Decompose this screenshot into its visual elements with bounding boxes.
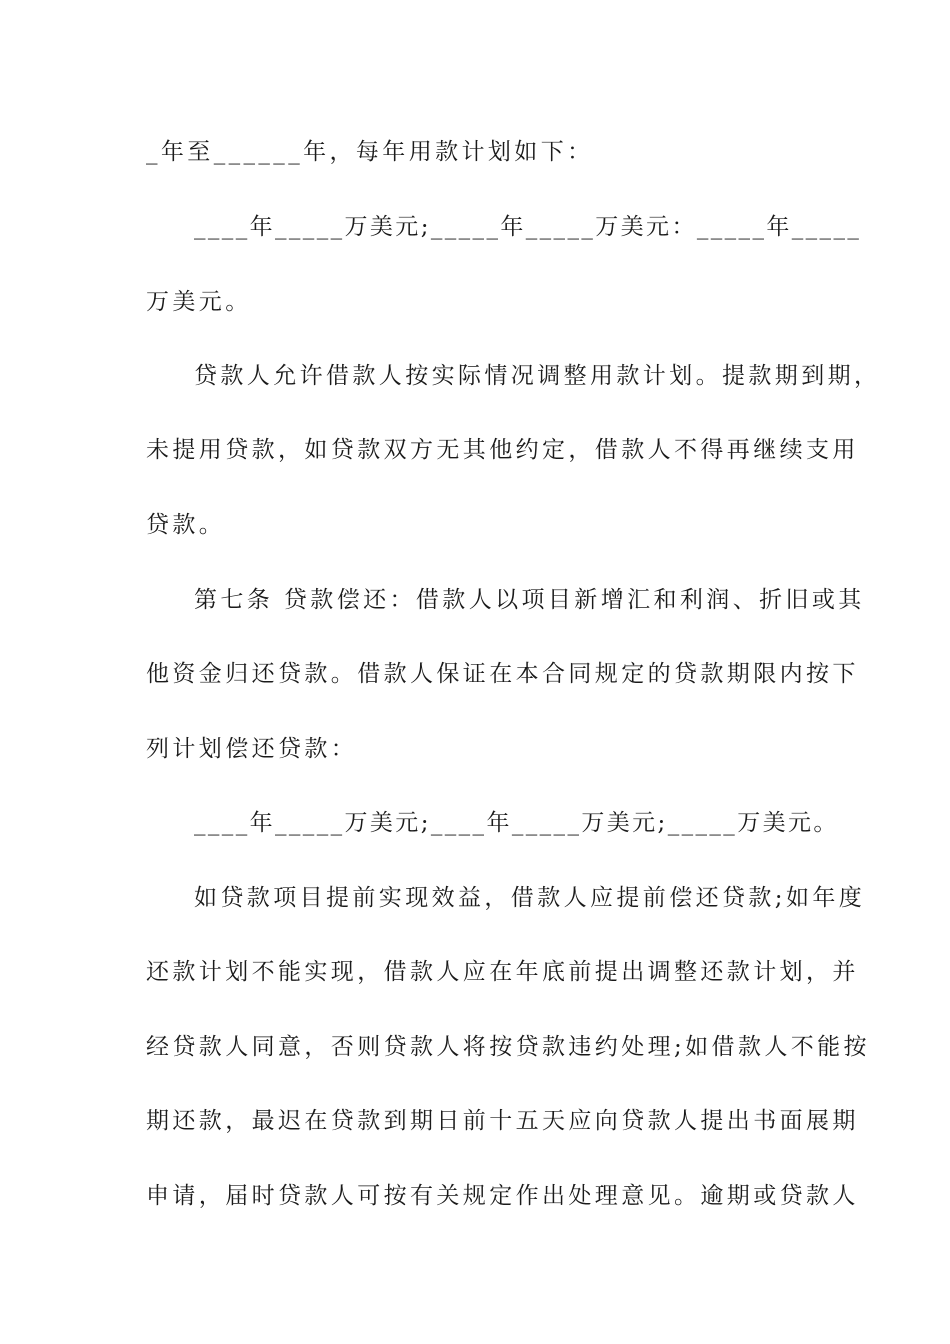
text-line-1: _年至______年，每年用款计划如下： xyxy=(146,139,594,165)
text-line-4: 贷款人允许借款人按实际情况调整用款计划。提款期到期， xyxy=(194,363,881,389)
text-line-7: 第七条 贷款偿还：借款人以项目新增汇和利润、折旧或其 xyxy=(194,587,865,613)
text-line-12: 还款计划不能实现，借款人应在年底前提出调整还款计划，并 xyxy=(146,959,859,985)
text-line-2: ____年_____万美元;_____年_____万美元：_____年_____ xyxy=(194,214,862,240)
text-line-5: 未提用贷款，如贷款双方无其他约定，借款人不得再继续支用 xyxy=(146,437,859,463)
text-line-9: 列计划偿还贷款： xyxy=(146,736,358,762)
text-line-6: 贷款。 xyxy=(146,512,226,538)
text-line-11: 如贷款项目提前实现效益，借款人应提前偿还贷款;如年度 xyxy=(194,885,866,911)
text-line-13: 经贷款人同意，否则贷款人将按贷款违约处理;如借款人不能按 xyxy=(146,1034,870,1060)
text-line-8: 他资金归还贷款。借款人保证在本合同规定的贷款期限内按下 xyxy=(146,661,859,687)
text-line-3: 万美元。 xyxy=(146,289,252,315)
text-line-15: 申请，届时贷款人可按有关规定作出处理意见。逾期或贷款人 xyxy=(146,1183,859,1209)
text-line-14: 期还款，最迟在贷款到期日前十五天应向贷款人提出书面展期 xyxy=(146,1108,859,1134)
text-line-10: ____年_____万美元;____年_____万美元;_____万美元。 xyxy=(194,810,839,836)
